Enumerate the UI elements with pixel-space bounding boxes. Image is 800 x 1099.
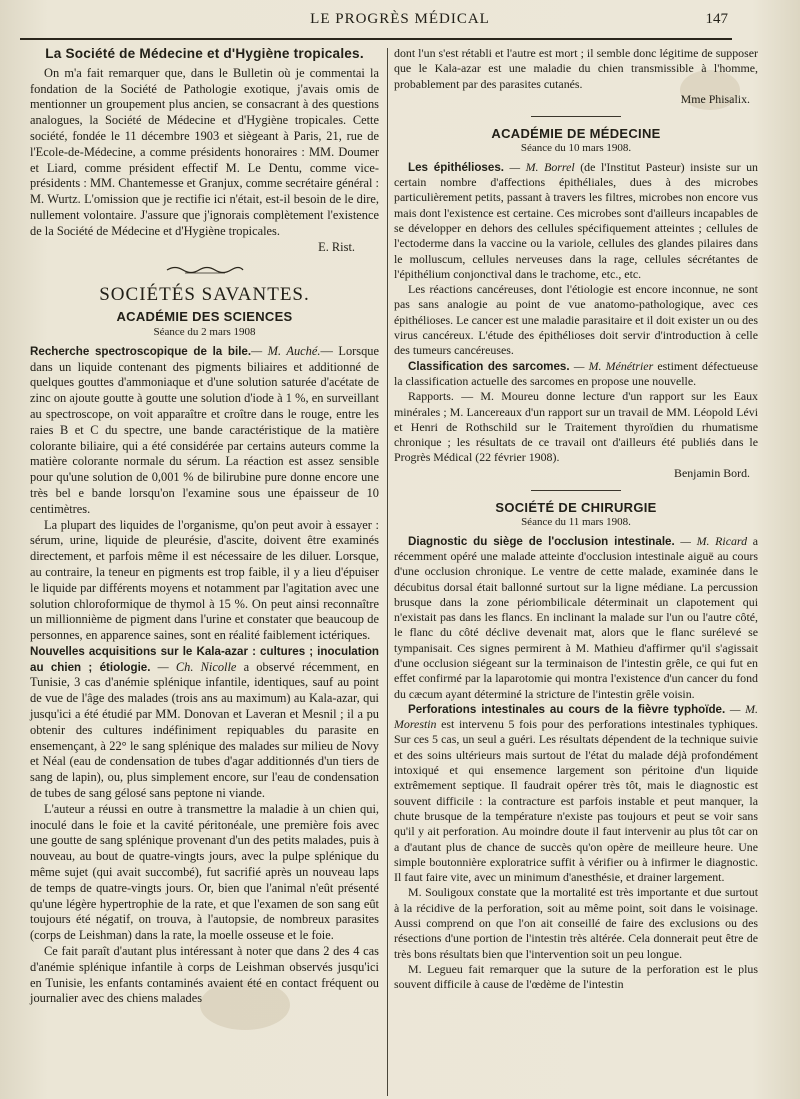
article-signature: Benjamin Bord. <box>674 465 750 480</box>
session-date: Séance du 2 mars 1908 <box>153 325 256 338</box>
article-text: estiment défectueuse la classification actuelle des sarcomes en propose une nouvelle. <box>394 358 758 388</box>
section-rule <box>531 490 621 491</box>
note-paragraph: On m'a fait remarquer que, dans le Bulletin où je commentai la fondation de la Société de Pathologie exotique, j'avais omis de mentionner un groupement plus ancien, se consacrant à des questions analogues, la Société de Médecine et d'Hygiène tropicales. Cette société, fondée le 11 décembre 1903 et siègeant à Paris, 21, rue de l'Ecole-de-Médecine, a comme présidents honoraires : MM. Doumer et Liard, comme président effectif M. Le Dentu, comme vice-présidents : MM. Chantemesse et Granjux, comme secrétaire général : M. Wurtz. L'omission que je rectifie ici n'était, est-il besoin de le dire, nullement volontaire. J'assure que j'ignorais complètement l'existence de la Société de Médecine et d'Hygiène tropicales. <box>30 65 379 238</box>
article-paragraph: Les réactions cancéreuses, dont l'étiologie est encore inconnue, ne sont pas sans analogie au point de vue anatomo-pathologique, avec ces épithélioses. Le cancer est une maladie parasitaire et il doit exister un ou des virus cancéreux. L'étude des épithélioses doit servir d'introduction à celle des tumeurs cancéreuses. <box>394 282 758 358</box>
article-text: a récemment opéré une malade atteinte d'occlusion intestinale aiguë au cours d'une occlusion chronique. Le ventre de cette malade, examinée dans le décubitus dorsal était ballonné surtout sur la ligne médiane. La percussion brusque dans la zone périombilicale déterminait un clapotement qui n'existait pas dans les flancs. En inclinant la malade sur l'un ou l'autre côté, le flanc du côté déclive devenait mat, alors que le flanc surélevé se tympanisait. Ces signes permirent à M. Mathieu d'affirmer qu'il s'agissait d'une occlusion siégeant sur la terminaison de l'intestin grêle, ce qui fut en effet confirmé par la laparotomie qui montra l'existence d'un cancer du fond du cæcum ayant déterminé la stricture de l'intestin grêle voisin. <box>394 533 758 701</box>
article-continuation: dont l'un s'est rétabli et l'autre est mort ; il semble donc légitime de supposer que le Kala-azar est une maladie du chien transmissible à l'homme, probablement par des parasites cutanés. <box>394 46 758 91</box>
article-author: — M. Borrel <box>509 159 575 174</box>
article-perforations <box>394 702 758 886</box>
article-rapports: Rapports. — M. Moureu donne lecture d'un rapport sur les Eaux minérales ; M. Lancereaux d'un rapport sur un travail de MM. Léopold Lévi et Henri de Rothschild sur le Traitement thyroïdien du rhumatisme chronique ; les résultats de ce travail ont d'ailleurs été publiés dans le Progrès Médical (22 février 1908). <box>394 389 758 465</box>
ornament-divider <box>30 263 379 279</box>
left-column <box>30 46 379 1007</box>
article-paragraph: Ce fait paraît d'autant plus intéressant à noter que dans 2 des 4 cas d'anémie splénique infantile à corps de Leishman observés jusqu'ici en Tunisie, les enfants contaminés avaient été en contact fréquent ou journalier avec des chiens malades <box>30 944 379 1006</box>
article-author: — M. Auché. <box>251 343 321 358</box>
article-lead: Diagnostic du siège de l'occlusion intestinale. <box>408 534 675 548</box>
article-kala-azar <box>30 644 379 802</box>
article-lead: Classification des sarcomes. <box>408 359 570 373</box>
running-head: LE PROGRÈS MÉDICAL <box>310 11 490 27</box>
article-bile <box>30 344 379 518</box>
header-rule <box>20 38 732 40</box>
page-header <box>0 8 800 34</box>
article-paragraph: M. Souligoux constate que la mortalité est très importante et due surtout à la récidive de la perforation, soit au même point, soit dans le voisinage. Aussi comprend on que l'on ait conseillé de faire des exclusions ou des résections d'une portion de l'intestin très altérée. Cela donnerait peut être de très bons résultats bien que l'intervention soit un peu longue. <box>394 885 758 961</box>
section-rule <box>531 116 621 117</box>
note-title: La Société de Médecine et d'Hygiène tropicales. <box>45 46 364 61</box>
session-date: Séance du 10 mars 1908. <box>520 142 632 155</box>
article-sarcomes <box>394 359 758 390</box>
session-date: Séance du 11 mars 1908. <box>521 516 631 529</box>
article-lead: Nouvelles acquisitions sur le Kala-azar : cultures ; inoculation au chien ; étiologie. <box>30 644 379 674</box>
right-column <box>394 46 758 993</box>
article-lead: Recherche spectroscopique de la bile. <box>30 344 252 358</box>
article-author: — M. Ménétrier <box>573 358 654 373</box>
article-lead: Perforations intestinales au cours de la fièvre typhoïde. <box>408 702 726 716</box>
article-text: — Lorsque dans un liquide contenant des pigments biliaires et additionné de quelques gouttes d'ammoniaque et d'une solution saturée d'acétate de zinc on ajoute goutte à goutte une solution d'iode à 1 %, en surveillant au spectroscope, on voit apparaître et croître dans le rouge, entre les raies B et C du spectre, une bande caractéristique de la matière colorante biliaire, qui a été considérée par certains auteurs comme la matière colorante normale du sérum. La réaction est assez sensible pour qu'une solution de 0,001 % de bilirubine pure donne encore une très bel e bande lorsqu'on l'examine sous une épaisseur de 10 centimètres. <box>30 343 380 516</box>
article-lead: Les épithélioses. <box>408 160 504 174</box>
academy-title: ACADÉMIE DES SCIENCES <box>116 309 293 325</box>
column-divider <box>387 48 388 1096</box>
academy-title: ACADÉMIE DE MÉDECINE <box>491 126 661 142</box>
article-author: — Ch. Nicolle <box>157 659 237 674</box>
article-epitheliose <box>394 160 758 282</box>
article-author: — M. Ricard <box>680 533 748 548</box>
society-title: SOCIÉTÉ DE CHIRURGIE <box>495 500 657 516</box>
article-signature: Mme Phisalix. <box>680 91 750 106</box>
section-title: SOCIÉTÉS SAVANTES. <box>99 284 310 306</box>
article-paragraph: La plupart des liquides de l'organisme, qu'on peut avoir à essayer : sérum, urine, liquide de pleurésie, d'ascite, doivent être examinés directement, et parfois même il est nécessaire de les diluer. Lorsque, au contraire, la teneur en pigments est trop faible, il y a lieu d'épuiser le liquide par différents moyens et notamment par l'agitation avec une solution chloroformique de thymol à 15 %. On peut ainsi reconnaître un millionnième de pigment dans l'urine et constater que beaucoup de personnes, en apparence saines, sont en réalité faiblement ictériques. <box>30 517 379 643</box>
flourish-icon <box>165 263 245 277</box>
article-author: — M. Morestin <box>394 701 758 732</box>
article-text: (de l'Institut Pasteur) insiste sur un certain nombre d'affections épithéliales, dues à des microbes particulièrement petits, passant à travers les filtres, microbes non encore vus mais dont l'existence est certaine. Ces microbes sont d'ailleurs incapables de se développer en dehors des cellules spécifiquement atteintes ; cellules de l'ectoderme dans la vaccine ou la variole, cellules des glandes pilaires dans le molluscum, cellules nerveuses dans la rage, cellules sécrétantes de l'épithélium conjonctival dans le trachome, etc., etc. <box>394 159 759 281</box>
article-text: a observé récemment, en Tunisie, 3 cas d'anémie splénique infantile, identiques, sauf au point de vue de l'âge des malades (trois ans au maximum) au Kala-azar, qui jusqu'ici a été étudié par MM. Donovan et Laveran et Mesnil ; il a pu obtenir des cultures indéfiniment repiquables du parasite en ensemençant, à 22° le sang splénique des malades sur milieu de Novy et Néal (eau de condensation de tubes d'agar additionnés d'un tiers de sang de lapin), ou, plus simplement encore, sur l'eau de condensation de tubes de sang gélosé sans peptone ni viande. <box>30 659 379 801</box>
article-paragraph: L'auteur a réussi en outre à transmettre la maladie à un chien qui, inoculé dans le foie et la cavité péritonéale, une première fois avec une goutte de sang splénique provenant d'un des petits malades, puis à nouveau, au bout de quatre-vingts jours, avec la pulpe splénique du même sujet (qui avait succombé), fut sacrifié après un nouveau laps de temps de quatre-vingts jours. Or, bien que l'animal n'eût présenté qu'une légère hypertrophie de la rate, et que l'examen de son sang eût toujours été négatif, on trouva, à l'autopsie, de nombreux parasites (corps de Leishman) dans la rate, la moelle osseuse et le foie. <box>30 801 379 943</box>
page-number: 147 <box>705 11 728 27</box>
note-signature: E. Rist. <box>318 239 355 254</box>
article-paragraph: M. Legueu fait remarquer que la suture de la perforation est le plus souvent difficile à cause de l'œdème de l'intestin <box>394 961 758 992</box>
article-text: est intervenu 5 fois pour des perforations intestinales typhiques. Sur ces 5 cas, un seul a guéri. Les résultats dépendent de la technique suivie et des soins ultérieurs mais surtout de l'état du malade déjà profondément intoxiqué et qui ensemence largement son péritoine d'un liquide extrêmement septique. Il faudrait opérer très tôt, mais le diagnostic est souvent difficile : la contracture est parfois instable et peut manquer, la chute brusque de la température n'existe pas toujours et peut se voir sans qu'il y ait perforation. Au moindre doute il faut intervenir au plus tôt car on a d'autant plus de chance de succès qu'on opère de meilleure heure. Une simple boutonnière exploratrice suffit à vérifier ou à infirmer le diagnostic. Il faut faire vite, avec un minimum d'anesthésie, et drainer largement. <box>394 717 758 885</box>
article-occlusion <box>394 534 758 702</box>
